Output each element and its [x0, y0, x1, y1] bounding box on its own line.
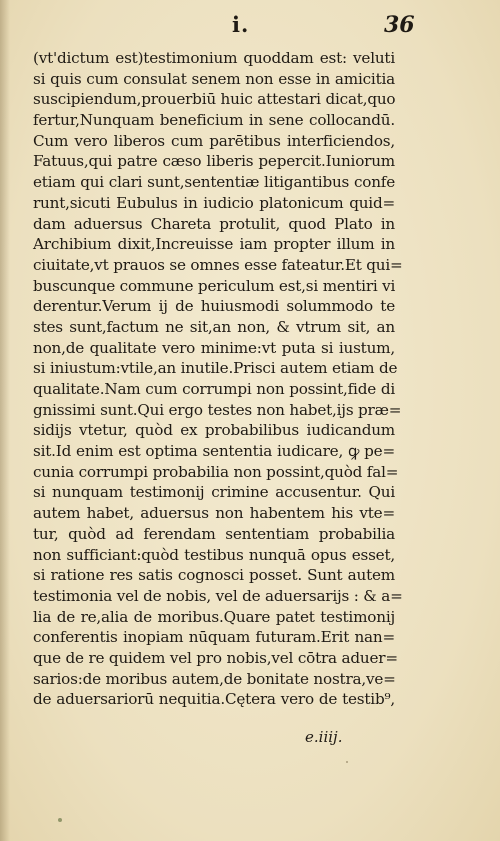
text-line: non,de qualitate vero minime:vt puta si iustum,: [33, 338, 395, 357]
text-line: si nunquam testimonij crimine accusentur. Qui: [33, 483, 395, 502]
text-line: non sufficiant:quòd testibus nunquā opus esset,: [33, 545, 395, 564]
folio-number: 36: [384, 12, 415, 38]
text-line: derentur.Verum ij de huiusmodi solummodo te: [33, 297, 395, 316]
text-line: sidijs vtetur, quòd ex probabilibus iudicandum: [33, 421, 395, 440]
paper-speck: [346, 761, 348, 763]
text-line: conferentis inopiam nūquam futuram.Erit nan=: [33, 628, 395, 647]
signature-mark: i.: [232, 12, 250, 37]
text-line: sarios:de moribus autem,de bonitate nostra,ve=: [33, 669, 396, 688]
text-line: ciuitate,vt prauos se omnes esse fateatur.Et qui=: [33, 255, 403, 274]
text-line: dam aduersus Chareta protulit, quod Plato in: [33, 214, 395, 233]
paper-speck: [58, 818, 62, 822]
body-text: [33, 48, 403, 710]
text-line: que de re quidem vel pro nobis,vel cōtra aduer=: [33, 648, 398, 667]
text-line: lia de re,alia de moribus.Quare patet testimonij: [33, 607, 395, 626]
text-line: (vt'dictum est)testimonium quoddam est: veluti: [33, 49, 395, 67]
text-line: sit.Id enim est optima sententia iudicare, ꝙ pe=: [33, 442, 395, 461]
text-line: etiam qui clari sunt,sententiæ litigantibus confe: [33, 173, 395, 192]
text-line: cunia corrumpi probabilia non possint,quòd fal=: [33, 462, 399, 481]
text-line: suscipiendum,prouerbiū huic attestari dicat,quo: [33, 90, 396, 109]
gutter-shadow: [0, 0, 10, 841]
text-line: tur, quòd ad ferendam sententiam probabilia: [33, 524, 395, 543]
text-line: Archibium dixit,Increuisse iam propter illum in: [33, 235, 395, 254]
text-line: runt,sicuti Eubulus in iudicio platonicum quid=: [33, 193, 395, 212]
text-line: qualitate.Nam cum corrumpi non possint,fide di: [33, 380, 395, 398]
text-line: gnissimi sunt.Qui ergo testes non habet,ijs præ=: [33, 400, 402, 419]
page-header: [0, 12, 500, 46]
text-line: testimonia vel de nobis, vel de aduersarijs : & a=: [33, 586, 403, 605]
text-line: si quis cum consulat senem non esse in amicitia: [33, 69, 395, 88]
text-line: Fatuus,qui patre cæso liberis pepercit.Iuniorum: [33, 152, 395, 171]
text-line: buscunque commune periculum est,si mentiri vi: [33, 276, 396, 295]
signature-footer: e.iiij.: [305, 728, 343, 746]
text-line: de aduersariorū nequitia.Cętera vero de testib⁹,: [33, 690, 395, 709]
text-line: autem habet, aduersus non habentem his vte=: [33, 504, 395, 523]
text-line: fertur,Nunquam beneficium in sene collocandū.: [33, 111, 395, 130]
text-line: Cum vero liberos cum parētibus interficiendos,: [33, 131, 395, 150]
text-line: si iniustum:vtile,an inutile.Prisci autem etiam de: [33, 359, 398, 378]
text-line: si ratione res satis cognosci posset. Sunt autem: [33, 566, 395, 585]
text-line: stes sunt,factum ne sit,an non, & vtrum sit, an: [33, 317, 395, 336]
